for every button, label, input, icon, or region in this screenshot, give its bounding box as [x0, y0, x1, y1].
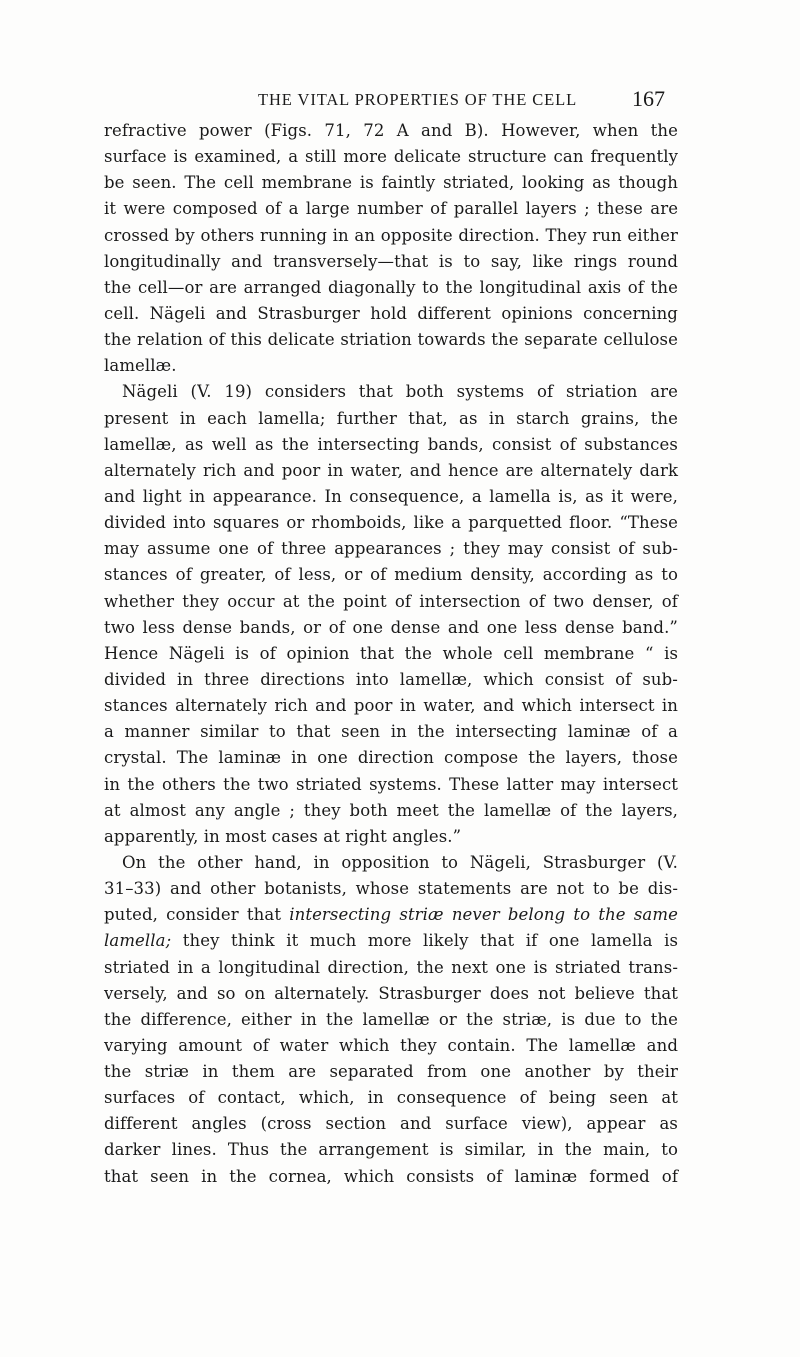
text-line-content: in the others the two striated systems. These latter may intersect	[104, 774, 679, 794]
text-line-content: the cell—or are arranged diagonally to the longitudinal axis of the	[104, 277, 678, 297]
text-line	[104, 484, 678, 510]
text-line	[104, 1033, 678, 1059]
text-line-content: the striæ in them are separated from one another by their	[104, 1062, 678, 1082]
text-line	[104, 1137, 678, 1163]
text-line	[104, 589, 678, 615]
italic-phrase: lamella;	[104, 931, 172, 951]
text-line-content: present in each lamella; further that, as in starch grains, the	[104, 408, 679, 428]
running-head	[0, 86, 800, 112]
text-line-content: Nägeli (V. 19) considers that both systems of striation are	[122, 382, 679, 402]
text-line	[104, 641, 678, 667]
text-line-content: a manner similar to that seen in the intersecting laminæ of a	[104, 722, 678, 742]
text-line	[104, 772, 678, 798]
text-line	[104, 745, 678, 771]
text-line	[104, 719, 678, 745]
text-line	[104, 458, 678, 484]
text-line	[104, 615, 678, 641]
text-line-content: and light in appearance. In consequence, a lamella is, as it were,	[104, 486, 678, 506]
text-line-content: lamellæ.	[104, 356, 177, 376]
text-line-content: be seen. The cell membrane is faintly striated, looking as though	[104, 173, 678, 193]
text-line	[104, 249, 678, 275]
text-line	[104, 850, 678, 876]
text-line	[104, 1111, 678, 1137]
text-line	[104, 353, 678, 379]
text-line-content: crossed by others running in an opposite direction. They run either	[104, 225, 678, 245]
text-line	[104, 510, 678, 536]
text-line-content: stances alternately rich and poor in water, and which intersect in	[104, 696, 679, 716]
text-line	[104, 824, 678, 850]
text-line	[104, 981, 678, 1007]
text-line	[104, 406, 678, 432]
text-line	[104, 536, 678, 562]
text-line	[104, 379, 678, 405]
text-line	[104, 955, 678, 981]
text-line-content: at almost any angle ; they both meet the lamellæ of the layers,	[104, 800, 679, 820]
text-line-content: darker lines. Thus the arrangement is similar, in the main, to	[104, 1140, 679, 1160]
text-line	[104, 432, 678, 458]
text-line	[104, 928, 678, 954]
text-line-content: lamella; they think it much more likely that if one lamella is	[104, 931, 679, 951]
text-line-content: versely, and so on alternately. Strasburger does not believe that	[104, 983, 679, 1003]
text-line-content: the difference, either in the lamellæ or the striæ, is due to the	[104, 1009, 679, 1029]
text-line-content: two less dense bands, or of one dense and one less dense band.”	[104, 617, 678, 637]
text-line-content: the relation of this delicate striation towards the separate cellulose	[104, 330, 678, 350]
text-line	[104, 196, 678, 222]
text-line	[104, 223, 678, 249]
text-line	[104, 301, 678, 327]
italic-phrase: intersecting striæ never belong to the same	[289, 905, 678, 925]
text-line-content: apparently, in most cases at right angles.”	[104, 826, 462, 846]
text-line-content: divided in three directions into lamellæ, which consist of sub-	[104, 669, 678, 689]
text-line-content: stances of greater, of less, or of medium density, according as to	[104, 565, 679, 585]
text-line-content: whether they occur at the point of intersection of two denser, of	[104, 591, 678, 611]
text-line	[104, 118, 678, 144]
text-line	[104, 170, 678, 196]
text-line	[104, 327, 678, 353]
text-line	[104, 667, 678, 693]
text-line-content: refractive power (Figs. 71, 72 A and B). However, when the	[104, 121, 678, 140]
text-line-content: puted, consider that intersecting striæ never belong to the same	[104, 905, 678, 925]
text-line	[104, 798, 678, 824]
text-line-content: may assume one of three appearances ; they may consist of sub-	[104, 539, 679, 559]
text-line-content: divided into squares or rhomboids, like a parquetted floor. “These	[104, 513, 679, 533]
text-line-content: longitudinally and transversely—that is to say, like rings round	[104, 251, 678, 271]
text-line-content: surfaces of contact, which, in consequence of being seen at	[104, 1088, 678, 1108]
text-line-content: Hence Nägeli is of opinion that the whole cell membrane “ is	[104, 643, 679, 663]
text-line-content: crystal. The laminæ in one direction compose the layers, those	[104, 748, 678, 768]
text-line-content: surface is examined, a still more delicate structure can frequently	[104, 147, 679, 167]
text-line-content: cell. Nägeli and Strasburger hold different opinions concerning	[104, 303, 678, 323]
text-line-content: striated in a longitudinal direction, the next one is striated trans-	[104, 957, 679, 977]
text-line-content: lamellæ, as well as the intersecting bands, consist of substances	[104, 434, 678, 454]
text-line	[104, 693, 678, 719]
page-number: 167	[632, 86, 665, 111]
text-line-content: On the other hand, in opposition to Nägeli, Strasburger (V.	[122, 852, 679, 872]
body-text	[104, 118, 678, 1190]
text-line	[104, 1007, 678, 1033]
text-line	[104, 1085, 678, 1111]
text-line	[104, 1164, 678, 1190]
text-line	[104, 562, 678, 588]
text-line-content: it were composed of a large number of parallel layers ; these are	[104, 199, 679, 219]
text-line-content: different angles (cross section and surface view), appear as	[104, 1114, 678, 1134]
text-line	[104, 876, 678, 902]
running-title: THE VITAL PROPERTIES OF THE CELL	[258, 90, 578, 109]
text-line-content: alternately rich and poor in water, and hence are alternately dark	[104, 460, 679, 480]
text-line-content: varying amount of water which they contain. The lamellæ and	[104, 1035, 678, 1055]
text-line	[104, 275, 678, 301]
text-line	[104, 144, 678, 170]
text-line	[104, 902, 678, 928]
text-line-content: 31–33) and other botanists, whose statements are not to be dis-	[104, 879, 679, 899]
text-line-content: that seen in the cornea, which consists of laminæ formed of	[104, 1166, 679, 1186]
text-line	[104, 1059, 678, 1085]
